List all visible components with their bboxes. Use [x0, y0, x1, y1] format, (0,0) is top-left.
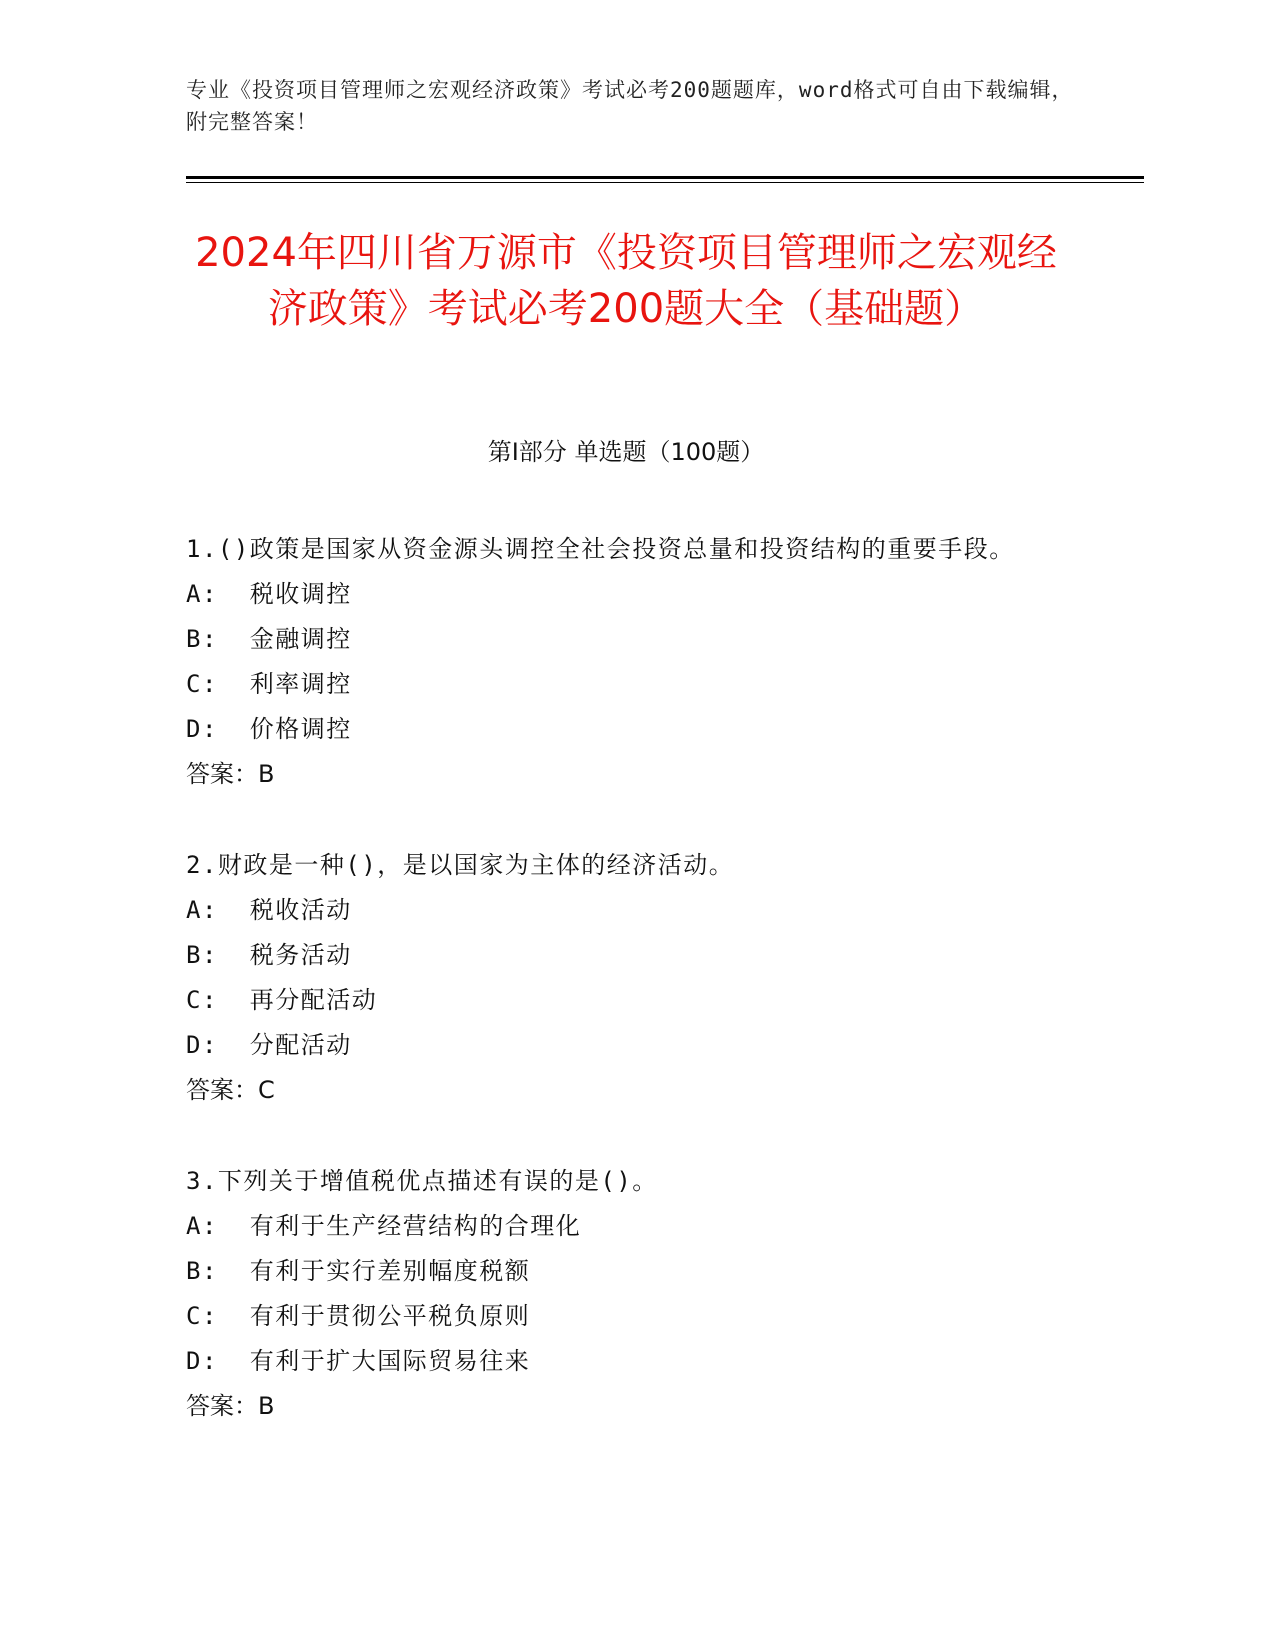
question-item — [186, 1159, 1066, 1429]
option-c: C: 再分配活动 — [186, 986, 378, 1014]
question-item — [186, 527, 1066, 797]
header-rule-thin — [186, 182, 1144, 183]
answer: 答案：B — [186, 760, 275, 788]
question-item — [186, 843, 1066, 1113]
answer: 答案：B — [186, 1392, 275, 1420]
answer: 答案：C — [186, 1076, 275, 1104]
section-title: 第I部分 单选题（100题） — [487, 438, 765, 466]
document-title: 2024年四川省万源市《投资项目管理师之宏观经济政策》考试必考200题大全（基础题） — [195, 230, 1057, 332]
question-list — [186, 527, 1066, 1475]
option-b: B: 有利于实行差别幅度税额 — [186, 1257, 531, 1285]
option-d: D: 价格调控 — [186, 715, 352, 743]
option-b: B: 税务活动 — [186, 941, 352, 969]
option-a: A: 税收活动 — [186, 896, 352, 924]
option-d: D: 分配活动 — [186, 1031, 352, 1059]
question-stem: 3.下列关于增值税优点描述有误的是()。 — [186, 1167, 658, 1195]
option-c: C: 利率调控 — [186, 670, 352, 698]
option-a: A: 税收调控 — [186, 580, 352, 608]
header-rule-thick — [186, 176, 1144, 179]
option-d: D: 有利于扩大国际贸易往来 — [186, 1347, 531, 1375]
question-stem: 1.()政策是国家从资金源头调控全社会投资总量和投资结构的重要手段。 — [186, 535, 1015, 563]
option-b: B: 金融调控 — [186, 625, 352, 653]
question-stem: 2.财政是一种()，是以国家为主体的经济活动。 — [186, 851, 735, 879]
option-a: A: 有利于生产经营结构的合理化 — [186, 1212, 582, 1240]
header-note: 专业《投资项目管理师之宏观经济政策》考试必考200题题库，word格式可自由下载编辑，附完整答案！ — [186, 78, 1074, 134]
option-c: C: 有利于贯彻公平税负原则 — [186, 1302, 531, 1330]
